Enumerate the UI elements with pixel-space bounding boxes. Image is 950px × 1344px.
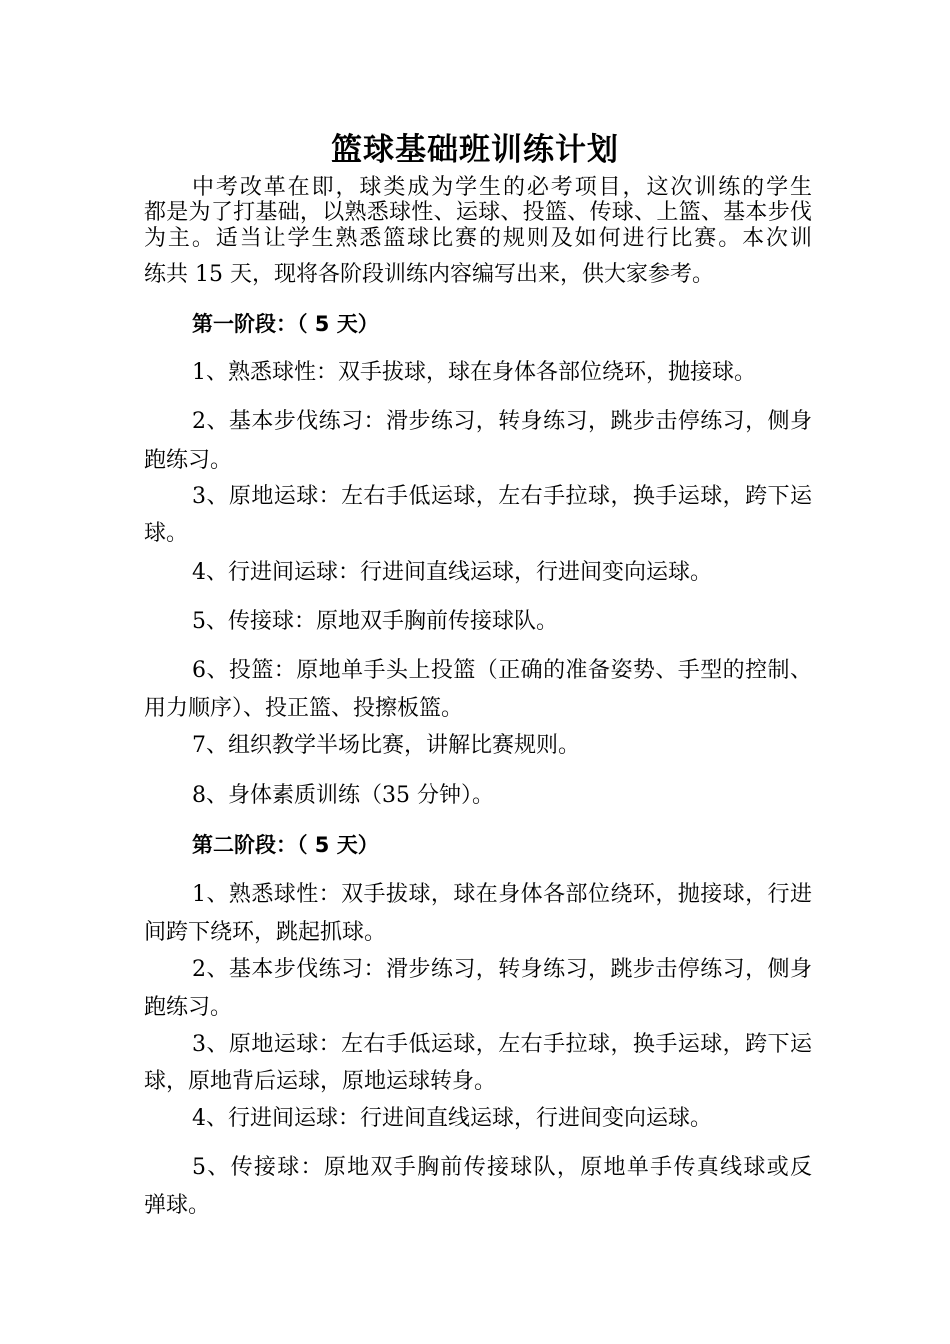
list-item: 2、基本步伐练习：滑步练习，转身练习，跳步击停练习，侧身 [192,957,812,982]
list-item: 5、传接球：原地双手胸前传接球队。 [192,609,558,634]
list-item-continuation: 间跨下绕环，跳起抓球。 [144,920,387,945]
stage-heading: 第一阶段：（ 5 天） [192,312,379,336]
intro-line: 中考改革在即，球类成为学生的必考项目，这次训练的学生 [192,175,812,200]
intro-line: 练共 15 天，现将各阶段训练内容编写出来，供大家参考。 [144,262,714,287]
list-item-continuation: 球，原地背后运球，原地运球转身。 [144,1069,497,1094]
list-item: 4、行进间运球：行进间直线运球，行进间变向运球。 [192,560,712,585]
list-item-continuation: 球。 [144,521,189,546]
list-item-continuation: 弹球。 [144,1193,211,1218]
document-title: 篮球基础班训练计划 [331,132,619,168]
list-item: 1、熟悉球性：双手拔球，球在身体各部位绕环，抛接球，行进 [192,882,812,907]
list-item: 7、组织教学半场比赛，讲解比赛规则。 [192,733,580,758]
list-item-continuation: 用力顺序）、投正篮、投擦板篮。 [144,696,464,721]
intro-line: 为主。适当让学生熟悉篮球比赛的规则及如何进行比赛。本次训 [144,226,812,251]
list-item: 6、投篮：原地单手头上投篮（正确的准备姿势、手型的控制、 [192,658,812,683]
list-item: 4、行进间运球：行进间直线运球，行进间变向运球。 [192,1106,712,1131]
list-item: 2、基本步伐练习：滑步练习，转身练习，跳步击停练习，侧身 [192,409,812,434]
list-item: 5、传接球：原地双手胸前传接球队，原地单手传真线球或反 [192,1155,812,1180]
intro-line: 都是为了打基础，以熟悉球性、运球、投篮、传球、上篮、基本步伐 [144,200,812,225]
stage-heading: 第二阶段：（ 5 天） [192,833,379,857]
list-item-continuation: 跑练习。 [144,995,233,1020]
list-item: 3、原地运球：左右手低运球，左右手拉球，换手运球，跨下运 [192,484,812,509]
list-item: 8、身体素质训练（35 分钟）。 [192,783,494,808]
list-item: 1、熟悉球性：双手拔球，球在身体各部位绕环，抛接球。 [192,360,756,385]
list-item-continuation: 跑练习。 [144,448,233,473]
list-item: 3、原地运球：左右手低运球，左右手拉球，换手运球，跨下运 [192,1032,812,1057]
